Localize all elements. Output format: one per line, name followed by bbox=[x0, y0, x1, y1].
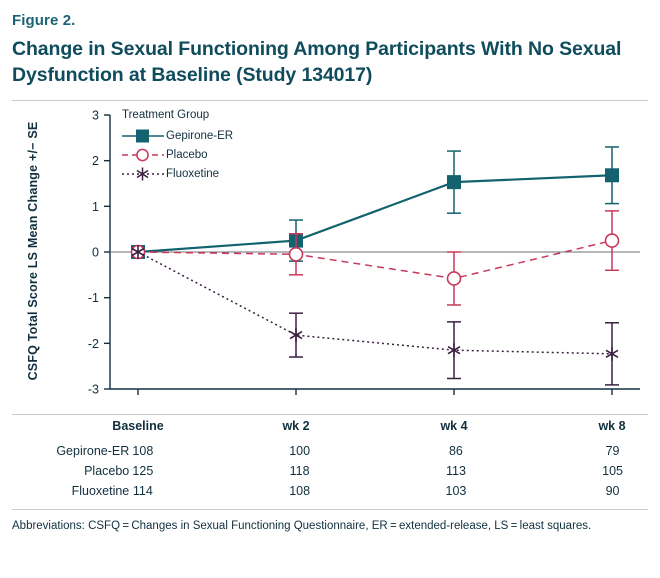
counts-cell: 118 bbox=[289, 464, 310, 479]
data-point-marker bbox=[447, 176, 461, 190]
series-line bbox=[138, 176, 612, 253]
legend-item-placebo bbox=[120, 145, 233, 164]
legend-symbol-open-circle bbox=[120, 146, 166, 164]
y-tick-label: -2 bbox=[87, 337, 99, 352]
counts-cell: 103 bbox=[445, 484, 467, 499]
counts-row-label: Gepirone-ER bbox=[56, 444, 130, 459]
x-tick-label: wk 4 bbox=[440, 419, 468, 434]
data-point-marker bbox=[448, 272, 461, 285]
counts-cell: 108 bbox=[289, 484, 311, 499]
legend-symbol-filled-square bbox=[120, 127, 166, 145]
footnote: Abbreviations: CSFQ = Changes in Sexual Functioning Questionnaire, ER = extended-release, LS = least squares. bbox=[12, 509, 648, 535]
chart-svg bbox=[12, 101, 648, 414]
counts-cell: 100 bbox=[289, 444, 311, 459]
figure-label: Figure 2. bbox=[12, 12, 76, 29]
chart-plot-area bbox=[12, 100, 648, 415]
x-tick-label: Baseline bbox=[112, 419, 164, 434]
counts-cell: 105 bbox=[602, 464, 623, 479]
table-row bbox=[12, 461, 648, 481]
legend-item-fluoxetine bbox=[120, 164, 233, 183]
legend-label-fluoxetine: Fluoxetine bbox=[166, 167, 220, 180]
counts-cell: 79 bbox=[605, 444, 620, 459]
data-point-marker bbox=[605, 169, 619, 183]
counts-cell: 113 bbox=[445, 464, 466, 479]
counts-cell: 125 bbox=[132, 464, 154, 479]
chart-legend bbox=[120, 109, 233, 183]
counts-cell: 114 bbox=[132, 484, 153, 499]
counts-table bbox=[12, 441, 648, 501]
legend-label-gepirone: Gepirone-ER bbox=[166, 129, 234, 142]
table-row bbox=[12, 481, 648, 501]
data-point-marker bbox=[290, 248, 303, 261]
counts-row-label: Fluoxetine bbox=[71, 484, 130, 499]
legend-item-gepirone bbox=[120, 126, 233, 145]
x-tick-label: wk 2 bbox=[282, 419, 310, 434]
y-tick-label: 2 bbox=[92, 154, 99, 169]
y-tick-label: 1 bbox=[92, 200, 99, 215]
counts-cell: 90 bbox=[605, 484, 620, 499]
data-point-marker bbox=[606, 235, 619, 248]
y-axis-title: CSFQ Total Score LS Mean Change +/− SE bbox=[26, 122, 40, 381]
y-tick-label: -1 bbox=[87, 291, 99, 306]
y-tick-label: 0 bbox=[92, 245, 99, 260]
legend-title: Treatment Group bbox=[122, 109, 210, 122]
counts-cell: 86 bbox=[448, 444, 463, 459]
y-tick-label: 3 bbox=[92, 108, 99, 123]
x-tick-label: wk 8 bbox=[598, 419, 626, 434]
legend-label-placebo: Placebo bbox=[166, 148, 208, 161]
figure-title: Change in Sexual Functioning Among Participants With No Sexual Dysfunction at Baseline (Study 134017) bbox=[12, 38, 622, 86]
legend-symbol-star bbox=[120, 165, 166, 183]
series-line bbox=[138, 252, 612, 354]
y-tick-label: -3 bbox=[87, 382, 99, 397]
counts-cell: 108 bbox=[132, 444, 154, 459]
x-axis-tick-labels bbox=[12, 415, 648, 437]
data-point-marker bbox=[290, 329, 302, 343]
counts-row-label: Placebo bbox=[84, 464, 130, 479]
table-row bbox=[12, 441, 648, 461]
